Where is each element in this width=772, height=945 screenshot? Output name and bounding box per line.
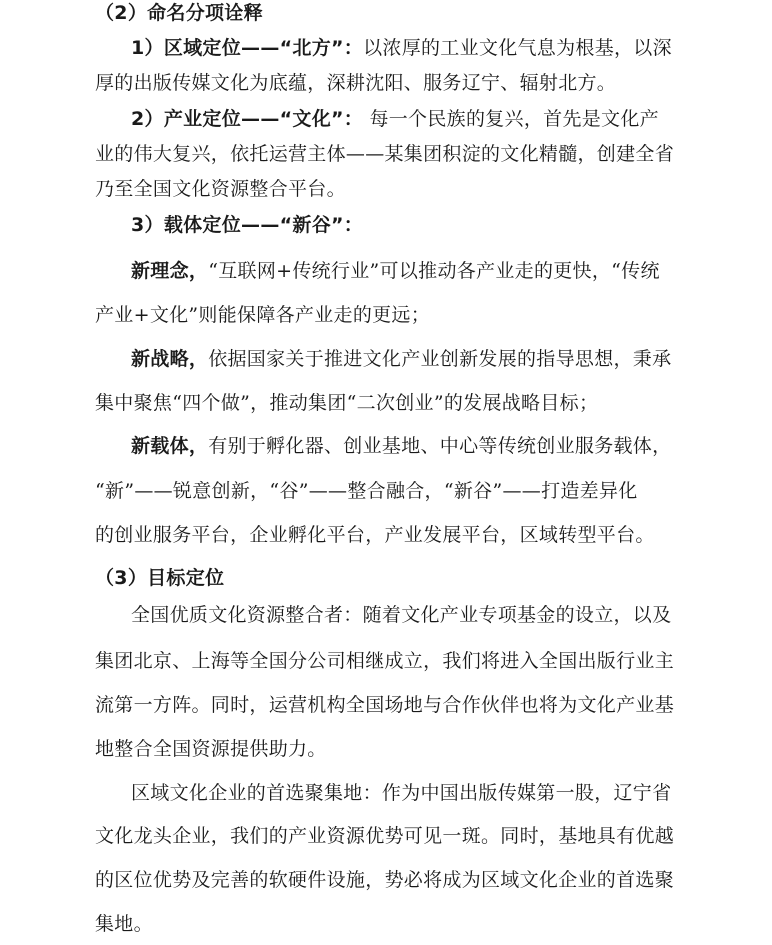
paragraph-lead: 1）区域定位——“北方”： — [131, 37, 364, 59]
paragraph-line — [131, 433, 671, 459]
paragraph-line: 的创业服务平台，企业孵化平台，产业发展平台，区域转型平台。 — [95, 524, 655, 546]
paragraph-line — [131, 258, 660, 284]
paragraph-line: 业的伟大复兴，依托运营主体——某集团积淀的文化精髓，创建全省 — [95, 143, 675, 165]
paragraph-text: 每一个民族的复兴，首先是文化产 — [363, 108, 659, 130]
paragraph-lead: 3）载体定位——“新谷”： — [131, 214, 364, 236]
paragraph-line: 文化龙头企业，我们的产业资源优势可见一斑。同时，基地具有优越 — [95, 825, 675, 847]
paragraph-line — [131, 212, 363, 238]
paragraph-lead: 2）产业定位——“文化”： — [131, 108, 364, 130]
paragraph-line: 区域文化企业的首选聚集地：作为中国出版传媒第一股，辽宁省 — [131, 782, 672, 804]
paragraph-line: 的区位优势及完善的软硬件设施，势必将成为区域文化企业的首选聚 — [95, 869, 675, 891]
paragraph-line: 集中聚焦“四个做”，推动集团“二次创业”的发展战略目标； — [95, 392, 599, 414]
paragraph-lead: 新理念， — [131, 260, 209, 282]
paragraph-lead: 新战略， — [131, 348, 209, 370]
paragraph-line: 产业+文化”则能保障各产业走的更远； — [95, 304, 431, 326]
paragraph-line: 全国优质文化资源整合者：随着文化产业专项基金的设立，以及 — [131, 604, 672, 626]
paragraph-text: 有别于孵化器、创业基地、中心等传统创业服务载体， — [208, 435, 672, 457]
paragraph-lead: 新载体， — [131, 435, 209, 457]
paragraph-line — [131, 346, 671, 372]
section-heading-goal: （3）目标定位 — [95, 567, 225, 589]
paragraph-line — [131, 106, 659, 132]
paragraph-line: 集团北京、上海等全国分公司相继成立，我们将进入全国出版行业主 — [95, 650, 675, 672]
paragraph-text: “互联网+传统行业”可以推动各产业走的更快，“传统 — [208, 260, 660, 282]
paragraph-text: 依据国家关于推进文化产业创新发展的指导思想，秉承 — [208, 348, 672, 370]
section-heading-naming: （2）命名分项诠释 — [95, 2, 263, 24]
paragraph-line: 流第一方阵。同时，运营机构全国场地与合作伙伴也将为文化产业基 — [95, 694, 675, 716]
paragraph-line: 集地。 — [95, 913, 153, 935]
paragraph-line: 厚的出版传媒文化为底蕴，深耕沈阳、服务辽宁、辐射北方。 — [95, 72, 617, 94]
paragraph-line: 地整合全国资源提供助力。 — [95, 738, 327, 760]
paragraph-line: “新”——锐意创新，“谷”——整合融合，“新谷”——打造差异化 — [95, 480, 638, 502]
paragraph-line — [131, 35, 672, 61]
paragraph-text: 以浓厚的工业文化气息为根基，以深 — [363, 37, 672, 59]
paragraph-line: 乃至全国文化资源整合平台。 — [95, 178, 346, 200]
